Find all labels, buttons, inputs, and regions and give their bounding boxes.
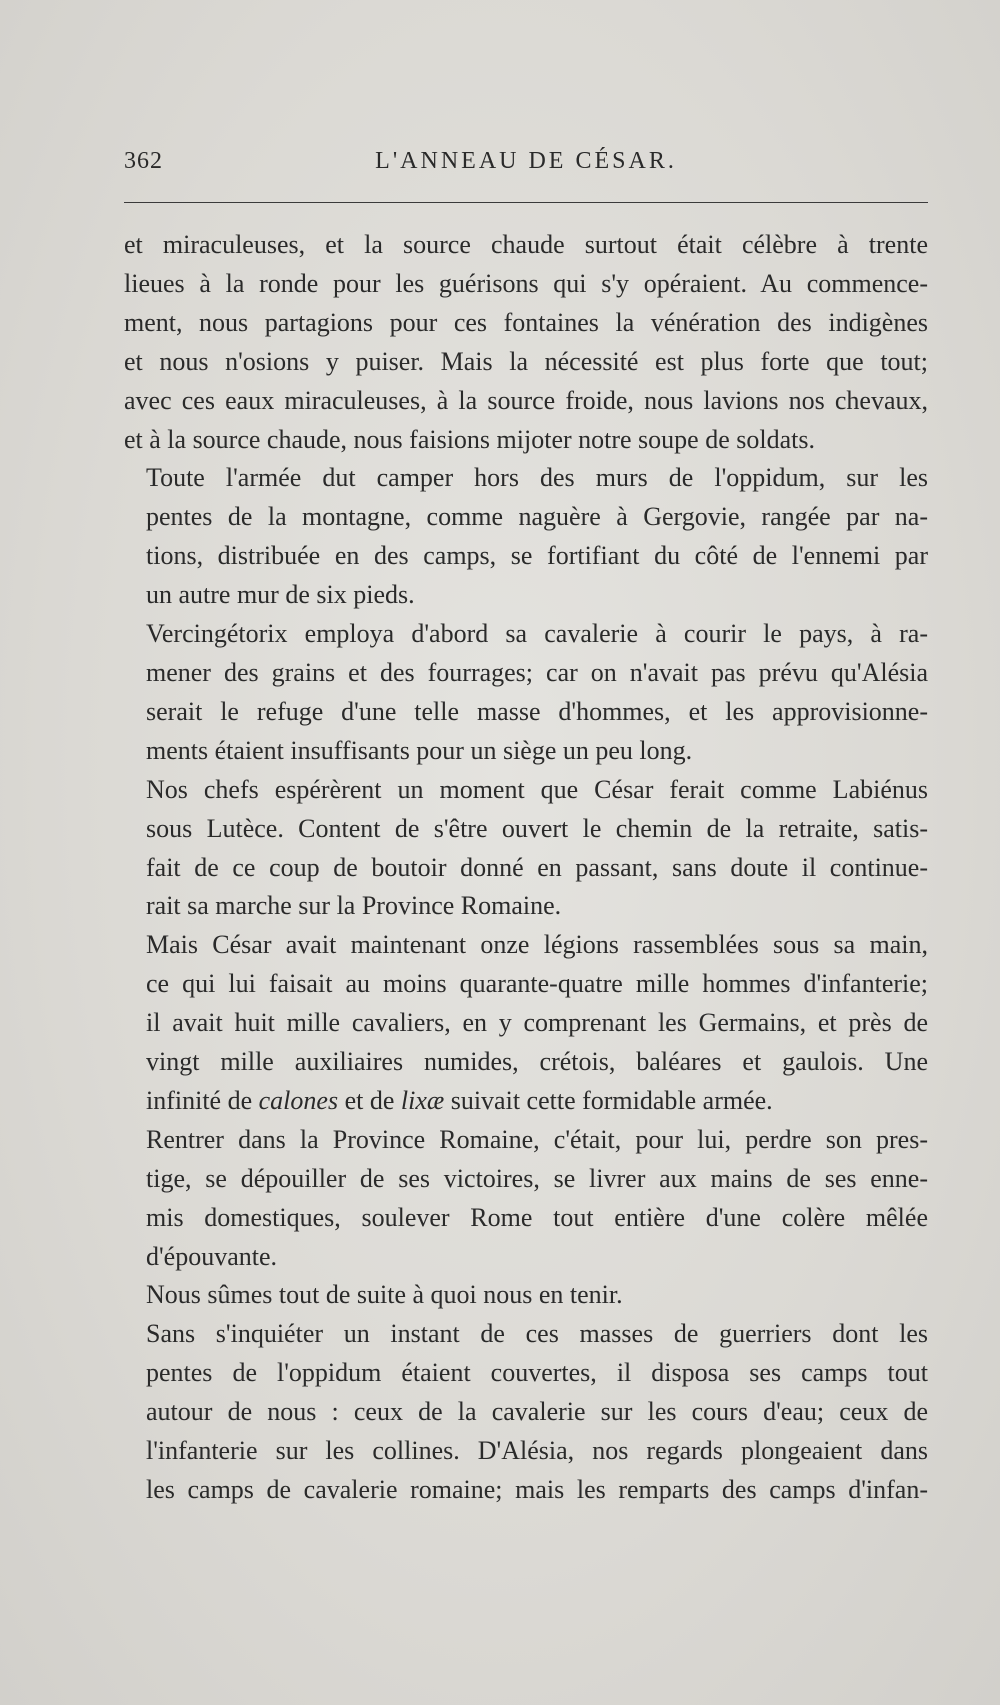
text-line: d'épouvante. — [146, 1241, 278, 1271]
paragraph — [124, 615, 928, 771]
text-line: mener des grains et des fourrages; car on n'avait pas prévu qu'Alésia — [146, 657, 928, 687]
text-line: tige, se dépouiller de ses victoires, se livrer aux mains de ses enne- — [146, 1163, 928, 1193]
body-text — [124, 226, 928, 1510]
italic-term: lixæ — [400, 1085, 445, 1115]
text-segment: et de — [338, 1085, 401, 1115]
header-rule — [124, 202, 928, 203]
text-line: avec ces eaux miraculeuses, à la source froide, nous lavions nos chevaux, — [124, 385, 928, 415]
text-line: mis domestiques, soulever Rome tout entière d'une colère mêlée — [146, 1202, 928, 1232]
text-line: tions, distribuée en des camps, se fortifiant du côté de l'ennemi par — [146, 541, 928, 571]
text-line: Toute l'armée dut camper hors des murs de l'oppidum, sur les — [146, 463, 928, 493]
text-line: Mais César avait maintenant onze légions rassemblées sous sa main, — [146, 930, 928, 960]
text-line: pentes de l'oppidum étaient couvertes, il disposa ses camps tout — [146, 1358, 928, 1388]
text-line: rait sa marche sur la Province Romaine. — [146, 891, 562, 921]
text-line: les camps de cavalerie romaine; mais les remparts des camps d'infan- — [146, 1475, 928, 1504]
text-line: ments étaient insuffisants pour un siège un peu long. — [146, 735, 693, 765]
text-line: Vercingétorix employa d'abord sa cavalerie à courir le pays, à ra- — [146, 619, 928, 649]
text-line: sous Lutèce. Content de s'être ouvert le chemin de la retraite, satis- — [146, 813, 928, 843]
paragraph — [124, 926, 928, 1121]
text-line: fait de ce coup de boutoir donné en passant, sans doute il continue- — [146, 852, 928, 882]
text-line: Sans s'inquiéter un instant de ces masses de guerriers dont les — [146, 1319, 928, 1349]
text-line: Nous sûmes tout de suite à quoi nous en tenir. — [146, 1280, 623, 1310]
text-line: et miraculeuses, et la source chaude surtout était célèbre à trente — [124, 230, 928, 259]
text-line: ce qui lui faisait au moins quarante-quatre mille hommes d'infanterie; — [146, 969, 928, 999]
italic-term: calones — [258, 1085, 339, 1115]
text-segment: suivait cette formidable armée. — [444, 1085, 773, 1115]
text-line: et nous n'osions y puiser. Mais la nécessité est plus forte que tout; — [124, 346, 928, 376]
page-number: 362 — [124, 148, 163, 174]
text-line: pentes de la montagne, comme naguère à Gergovie, rangée par na- — [146, 502, 928, 532]
text-line: ment, nous partagions pour ces fontaines la vénération des indigènes — [124, 307, 928, 337]
text-line: Nos chefs espérèrent un moment que César ferait comme Labiénus — [146, 774, 928, 804]
text-segment: infinité de — [146, 1085, 259, 1115]
text-line: l'infanterie sur les collines. D'Alésia, nos regards plongeaient dans — [146, 1436, 928, 1466]
paragraph — [124, 771, 928, 927]
paragraph — [124, 459, 928, 615]
text-line: autour de nous : ceux de la cavalerie sur les cours d'eau; ceux de — [146, 1397, 928, 1427]
text-line: vingt mille auxiliaires numides, crétois, baléares et gaulois. Une — [146, 1047, 928, 1077]
page-header — [124, 148, 928, 188]
text-line: il avait huit mille cavaliers, en y comprenant les Germains, et près de — [146, 1008, 928, 1038]
paragraph — [124, 226, 928, 459]
paragraph — [124, 1276, 928, 1315]
running-title: L'ANNEAU DE CÉSAR. — [375, 148, 677, 174]
text-line: Rentrer dans la Province Romaine, c'était, pour lui, perdre son pres- — [146, 1124, 928, 1154]
text-line — [124, 1082, 928, 1121]
text-line: serait le refuge d'une telle masse d'hommes, et les approvisionne- — [146, 696, 928, 726]
text-line: un autre mur de six pieds. — [146, 580, 415, 610]
text-line: et à la source chaude, nous faisions mijoter notre soupe de soldats. — [124, 424, 815, 454]
text-line: lieues à la ronde pour les guérisons qui s'y opéraient. Au commence- — [124, 268, 928, 298]
paragraph — [124, 1121, 928, 1277]
paragraph — [124, 1315, 928, 1510]
